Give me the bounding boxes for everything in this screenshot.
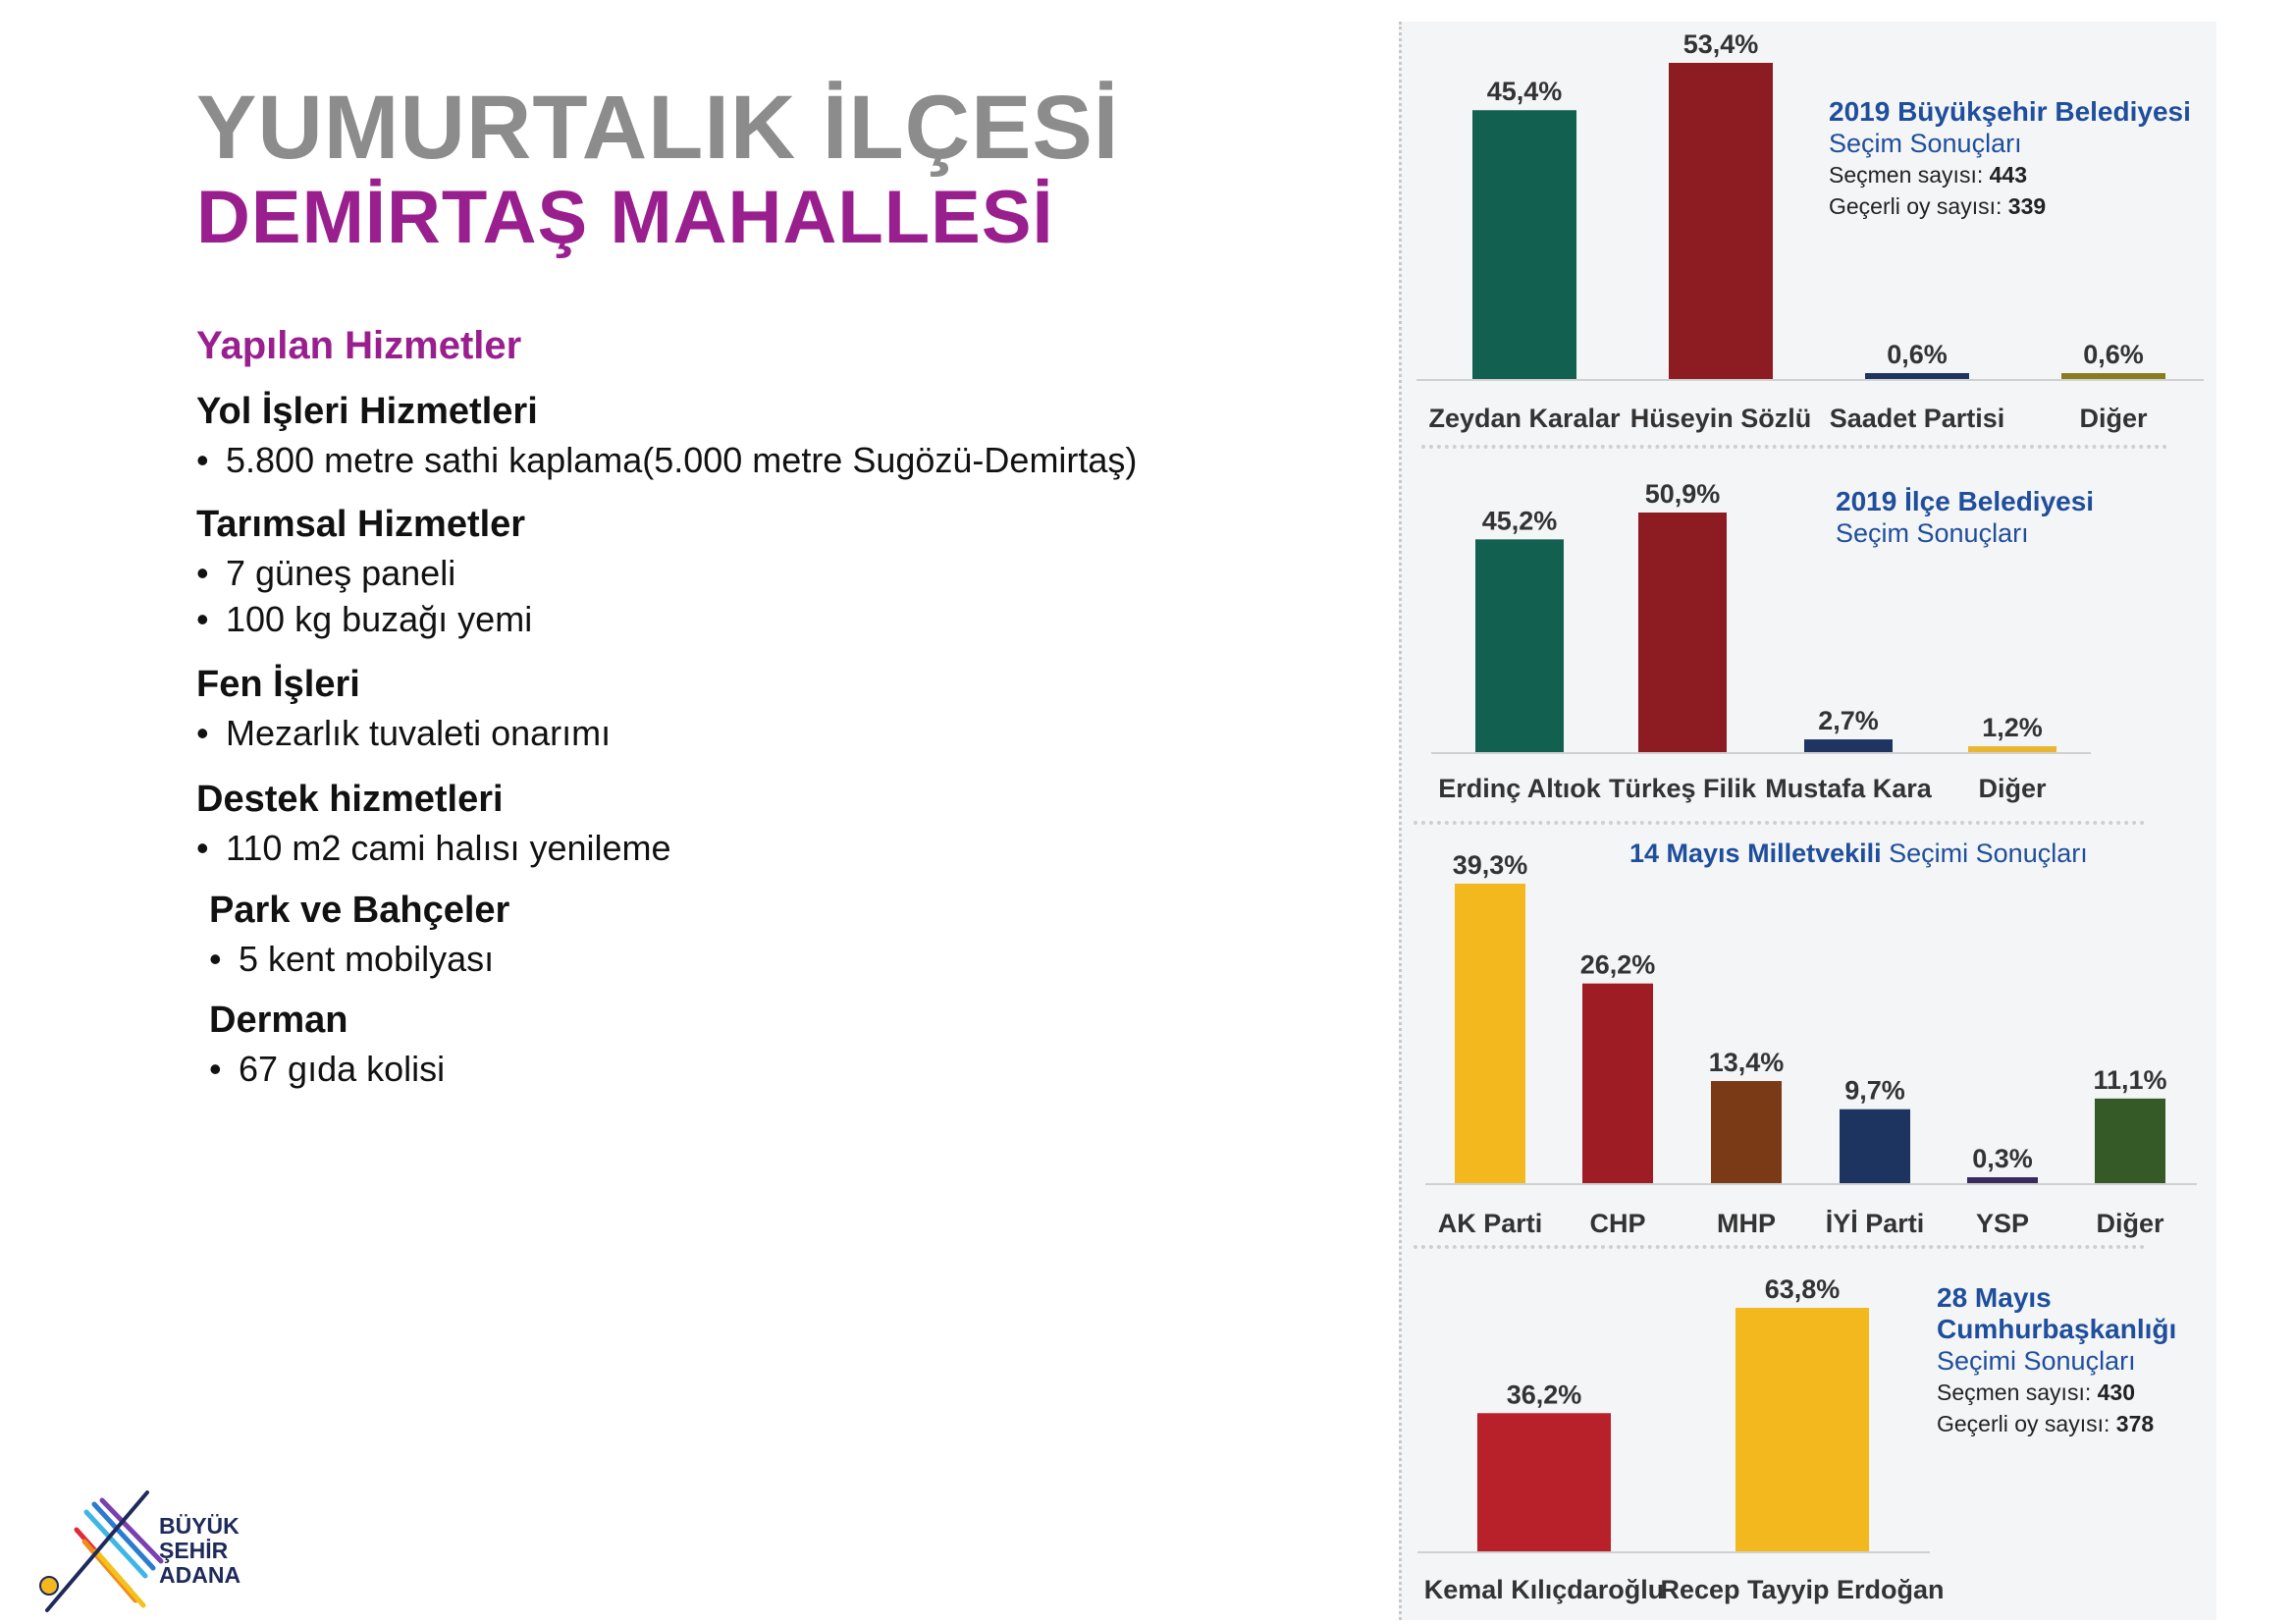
service-item: • 7 güneş paneli — [196, 550, 532, 596]
service-item: • 100 kg buzağı yemi — [196, 596, 532, 642]
cb-valid-value: 378 — [2115, 1411, 2155, 1436]
bar — [1735, 1308, 1869, 1551]
bar-value-label: 0,6% — [2083, 340, 2144, 369]
category-label: İYİ Parti — [1825, 1209, 1925, 1238]
service-group-title: Derman — [209, 1000, 348, 1041]
bar-value-label: 26,2% — [1579, 949, 1656, 980]
bb-valid-value: 339 — [2007, 193, 2047, 219]
category-label: Mustafa Kara — [1765, 774, 1932, 803]
bar-value-label: 13,4% — [1708, 1048, 1785, 1078]
category-label: Saadet Partisi — [1829, 404, 2005, 433]
bar-value-label: 36,2% — [1506, 1380, 1582, 1410]
district-title: YUMURTALIK İLÇESİ — [196, 78, 1120, 178]
bar-value-label: 2,7% — [1818, 706, 1879, 736]
category-label: Erdinç Altıok — [1438, 774, 1601, 803]
service-item: • 5.800 metre sathi kaplama(5.000 metre Sugözü-Demirtaş) — [196, 437, 1137, 483]
category-label: Türkeş Filik — [1608, 774, 1757, 803]
category-label: Recep Tayyip Erdoğan — [1660, 1575, 1945, 1604]
bar — [1638, 513, 1727, 752]
mv-title-rest: Seçimi Sonuçları — [1881, 839, 2088, 868]
bar — [1669, 63, 1773, 379]
cb-info-title-a: 28 Mayıs — [1937, 1282, 2052, 1313]
bb-voters-label: Seçmen sayısı: — [1829, 162, 1990, 188]
bar-value-label: 45,4% — [1486, 77, 1563, 107]
cb-valid — [1937, 1408, 2176, 1439]
bar-value-label: 63,8% — [1764, 1274, 1841, 1304]
mv-title-bold: 14 Mayıs Milletvekili — [1629, 839, 1882, 868]
service-group-title: Tarımsal Hizmetler — [196, 504, 526, 545]
bar-value-label: 0,3% — [1972, 1144, 2033, 1173]
bar-value-label: 45,2% — [1481, 506, 1558, 536]
bar — [2061, 373, 2165, 379]
category-label: CHP — [1589, 1209, 1646, 1238]
cb-voters-value: 430 — [2097, 1380, 2135, 1405]
ilce-info — [1836, 486, 2094, 549]
category-label: Kemal Kılıçdaroğlu — [1423, 1575, 1665, 1604]
bar-value-label: 1,2% — [1982, 713, 2043, 742]
service-group-title: Fen İşleri — [196, 664, 360, 705]
services-heading: Yapılan Hizmetler — [196, 324, 522, 367]
bar — [1804, 739, 1893, 752]
cb-valid-label: Geçerli oy sayısı: — [1937, 1411, 2116, 1436]
logo-line: ŞEHİR — [159, 1538, 229, 1563]
bb-valid — [1829, 190, 2191, 222]
cb-info — [1937, 1282, 2176, 1439]
service-group-title: Park ve Bahçeler — [209, 890, 510, 931]
bb-info-subtitle: Seçim Sonuçları — [1829, 129, 2022, 158]
mv-info-title — [1629, 839, 2088, 869]
ilce-info-title: 2019 İlçe Belediyesi — [1836, 486, 2095, 516]
bar — [1968, 746, 2056, 752]
service-group-title: Yol İşleri Hizmetleri — [196, 391, 538, 432]
category-label: Diğer — [1978, 774, 2047, 803]
neighborhood-title: DEMİRTAŞ MAHALLESİ — [196, 176, 1054, 259]
cb-voters — [1937, 1377, 2176, 1408]
service-item: • 110 m2 cami halısı yenileme — [196, 825, 671, 871]
bb-voters — [1829, 159, 2191, 190]
ilce-info-subtitle: Seçim Sonuçları — [1836, 518, 2029, 548]
category-label: Hüseyin Sözlü — [1629, 404, 1812, 433]
bar — [1711, 1081, 1782, 1183]
cb-info-subtitle: Seçimi Sonuçları — [1937, 1346, 2136, 1376]
bb-info — [1829, 96, 2191, 222]
logo-line: ADANA — [159, 1562, 241, 1588]
bar — [1472, 110, 1576, 379]
bar — [1967, 1177, 2038, 1183]
bar — [1475, 539, 1564, 752]
bar — [1840, 1110, 1910, 1183]
bb-valid-label: Geçerli oy sayısı: — [1829, 193, 2008, 219]
bar-value-label: 53,4% — [1682, 29, 1759, 59]
bar — [1582, 984, 1653, 1183]
category-label: Zeydan Karalar — [1428, 404, 1621, 433]
bar — [1865, 373, 1969, 379]
category-label: YSP — [1975, 1209, 2030, 1238]
bar — [2095, 1099, 2165, 1183]
service-item: • 5 kent mobilyası — [209, 936, 509, 982]
logo-line: BÜYÜK — [159, 1513, 240, 1539]
bar-value-label: 39,3% — [1452, 850, 1528, 880]
bb-info-title: 2019 Büyükşehir Belediyesi — [1829, 96, 2191, 127]
service-item: • 67 gıda kolisi — [209, 1046, 445, 1092]
category-label: MHP — [1717, 1209, 1776, 1238]
bar — [1455, 884, 1525, 1183]
category-label: Diğer — [2096, 1209, 2164, 1238]
service-item: • Mezarlık tuvaleti onarımı — [196, 710, 611, 756]
bar-value-label: 50,9% — [1644, 479, 1721, 509]
cb-info-title-b: Cumhurbaşkanlığı — [1937, 1314, 2177, 1344]
category-label: AK Parti — [1437, 1209, 1543, 1238]
bar — [1477, 1413, 1611, 1551]
bar-value-label: 11,1% — [2093, 1064, 2167, 1095]
service-group-title: Destek hizmetleri — [196, 779, 504, 820]
bar-value-label: 0,6% — [1887, 340, 1948, 369]
bb-voters-value: 443 — [1989, 162, 2027, 188]
category-label: Diğer — [2079, 404, 2148, 433]
cb-voters-label: Seçmen sayısı: — [1937, 1380, 2098, 1405]
bar-value-label: 9,7% — [1844, 1075, 1905, 1106]
